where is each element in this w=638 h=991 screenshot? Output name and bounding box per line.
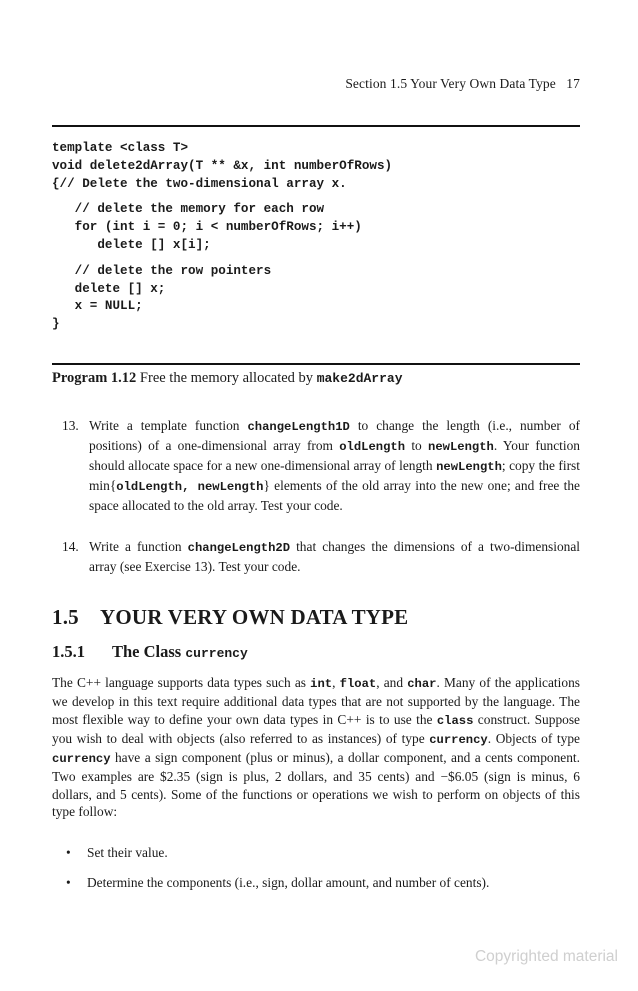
program-caption (52, 370, 403, 387)
program-caption-code: make2dArray (316, 371, 403, 386)
text-run: Write a function (89, 539, 188, 554)
bullet-text: Set their value. (87, 845, 168, 860)
program-bottom-rule (52, 363, 580, 365)
code-line: // delete the memory for each row (52, 202, 325, 217)
inline-code: oldLength, newLength (116, 479, 264, 494)
exercise-number: 13. (62, 418, 79, 433)
subsection-title: The Class (112, 642, 186, 661)
subsection-code: currency (185, 646, 248, 661)
section-number: 1.5 (52, 605, 79, 629)
exercise-13 (62, 417, 580, 515)
code-line: template <class T> (52, 141, 189, 155)
text-run: . Your function should allocate space for a new one-dimensional array of length (89, 437, 580, 473)
code-line: void delete2dArray(T ** &x, int numberOfRows) (52, 158, 393, 173)
inline-code: changeLength2D (187, 541, 291, 555)
inline-code: float (339, 677, 377, 691)
inline-code: currency (429, 732, 488, 747)
text-run: construct. Suppose you wish to deal with objects (also referred to as instances) of type (52, 711, 580, 746)
code-line: delete [] x; (52, 281, 166, 296)
program-caption-label: Program 1.12 (52, 370, 137, 386)
text-run: . Objects of type (487, 730, 580, 746)
exercise-text (89, 417, 580, 515)
exercise-14 (62, 538, 580, 576)
code-line (52, 255, 580, 263)
bullet-item (66, 844, 580, 861)
text-run: , and (376, 675, 408, 690)
code-line: for (int i = 0; i < numberOfRows; i++) (52, 220, 362, 235)
program-caption-text: Free the memory allocated by (139, 370, 317, 386)
code-line: {// Delete the two-dimensional array x. (52, 176, 347, 191)
subsection-heading (52, 642, 248, 662)
bullet-marker: • (66, 875, 71, 890)
code-line: } (52, 317, 60, 332)
text-run: . Many of the applications we develop in this text require additional data types that are not supported by the language. The most flexible way to define your own data types in C++ is to use the (52, 675, 580, 727)
text-run: have a sign component (plus or minus), a dollar component, and a cents component. Two examples are $2.35 (sign is plus, 2 dollars, and 35 cents) and −$6.05 (sign is minus, 6 dollars, and 5 cents). Some of the functions or operations we wish to perform on objects of this type follow: (52, 750, 580, 820)
bullet-text: Determine the components (i.e., sign, dollar amount, and number of cents). (87, 875, 490, 890)
inline-code: char (407, 677, 437, 691)
section-title: YOUR VERY OWN DATA TYPE (100, 605, 409, 629)
inline-code: oldLength (339, 439, 406, 454)
subsection-number: 1.5.1 (52, 642, 85, 661)
text-run: ; copy the first min{ (89, 457, 580, 493)
text-run: Write a template function (89, 418, 248, 433)
inline-code: newLength (436, 459, 502, 474)
text-run: The C++ language supports data types such as (52, 675, 311, 690)
code-line: // delete the row pointers (52, 263, 272, 278)
body-paragraph (52, 674, 580, 820)
inline-code: newLength (428, 439, 494, 454)
bullet-marker: • (66, 845, 71, 860)
text-run: , (332, 675, 340, 690)
code-line (52, 193, 580, 201)
code-line: x = NULL; (52, 299, 143, 314)
section-heading (52, 605, 408, 630)
text-run: to change the length (i.e., number of positions) of a one-dimensional array from (89, 418, 580, 453)
inline-code: changeLength1D (247, 420, 350, 434)
text-run: to (405, 437, 428, 453)
inline-code: int (310, 677, 333, 691)
code-line: delete [] x[i]; (52, 237, 211, 252)
text-run: } elements of the old array into the new one; and free the space allocated to the old array. Test your code. (89, 477, 580, 513)
program-top-rule (52, 125, 580, 127)
inline-code: currency (52, 752, 111, 767)
inline-code: class (436, 713, 474, 728)
watermark: Copyrighted material (474, 948, 618, 965)
program-code-block (52, 140, 580, 334)
exercise-text (89, 538, 580, 576)
bullet-item (66, 874, 580, 891)
running-head: Section 1.5 Your Very Own Data Type 17 (345, 76, 580, 91)
exercise-number: 14. (62, 539, 79, 554)
text-run: that changes the dimensions of a two-dimensional array (see Exercise 13). Test your code. (89, 539, 580, 574)
